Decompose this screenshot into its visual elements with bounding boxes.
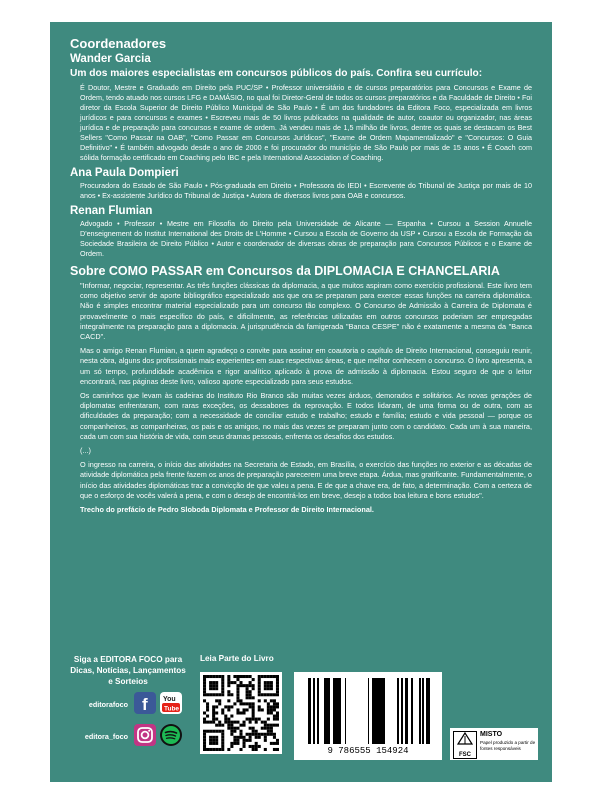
author-name-wander: Wander Garcia [70,53,151,65]
youtube-icon[interactable] [160,692,182,714]
author-lead: Um dos maiores especialistas em concursos públicos do país. Confira seu currículo: [70,68,483,79]
follow-text: Siga a EDITORA FOCO para Dicas, Notícias, Lançamentos e Sorteios [70,655,186,686]
fsc-logo-icon [453,731,477,759]
cover-content [70,36,532,515]
isbn-barcode [294,672,442,760]
svg-text:f: f [142,695,148,714]
sobre-heading: Sobre COMO PASSAR em Concursos da DIPLOMACIA E CHANCELARIA [70,264,500,278]
author-bio-renan: Advogado • Professor • Mestre em Filosofia do Direito pela Universidade de Alicante — Espanha • Cursou a Session Annuelle D'enseignement do Institut International des Droits de L'Homme • Cursou a Escola de Governo da USP • Cursou a Escola de Formação da Sociedade Brasileira de Direito Público • Autor e coordenador de diversas obras de preparação para Concursos Públicos e o Exame de Ordem. [80,219,532,258]
author-name-renan: Renan Flumian [70,205,153,217]
fsc-badge [450,728,538,760]
back-cover [50,22,552,782]
coordenadores-heading: Coordenadores [70,36,167,51]
preface-signature: Trecho do prefácio de Pedro Sloboda Diplomata e Professor de Direito Internacional. [80,505,374,515]
preface-ellipsis: (...) [80,446,91,456]
qr-code[interactable] [200,672,282,754]
isbn-number: 9 786555 154924 [327,746,409,756]
author-bio-ana: Procuradora do Estado de São Paulo • Pós-graduada em Direito • Professora do IEDI • Escrevente do Tribunal de Justiça por mais de 10 anos • Ex-assistente Jurídico do Tribunal de Justiça • Autora de diversos livros para OAB e concursos. [80,181,532,200]
social-handle-1[interactable]: editorafoco [88,700,128,709]
author-name-ana: Ana Paula Dompieri [70,167,179,179]
leia-parte-label: Leia Parte do Livro [200,654,274,663]
fsc-logo-text: FSC [459,752,471,758]
fsc-text: Papel produzido a partir de fontes responsáveis [480,740,536,751]
preface-paragraph: Os caminhos que levam às cadeiras do Instituto Rio Branco são muitas vezes árduos, demorados e solitários. As novas gerações de diplomatas enfrentaram, com raras exceções, os dessabores da reprovação. E todos lidaram, de uma forma ou de outra, com as dificuldades da preparação; com a necessidade de conciliar estudo e trabalho; estudo e família; estudo e vida pessoal — porque os companheiros, as companheiras, os pais e os amigos, no mais das vezes se preparam junto com o candidato. Cada um à sua maneira, cada um com sua história de vida, com seus dramas pessoais, enfrenta os desafios dos estudos. [80,391,532,441]
cover-footer [50,650,552,782]
preface-paragraph: "Informar, negociar, representar. As três funções clássicas da diplomacia, a que muitos aspiram como exercício profissional. Este livro tem como objetivo servir de aporte bibliográfico especializado aos que ora se preparam para exercer essas funções na carreira diplomática. Não é simples encontrar material especializado para um concurso tão complexo. O Concurso de Admissão à Carreira de Diplomata é provavelmente o mais específico do país, e dificilmente, as referências utilizadas em outros concursos poderiam ser empregadas integralmente na preparação para a diplomacia. A jurisprudência da famigerada "Banca CESPE" não é exatamente a mesma da "Banca CACD". [80,281,532,342]
svg-text:You: You [163,696,176,703]
svg-text:Tube: Tube [164,705,180,713]
spotify-icon[interactable] [160,724,182,746]
preface-paragraph: O ingresso na carreira, o início das atividades na Secretaria de Estado, em Brasília, o exercício das funções no exterior e as décadas de atividade diplomática pela frente fazem os anos de preparação parecerem uma breve etapa. Árdua, mas gratificante. Fundamentalmente, o início das atividades diplomáticas traz a convicção de que valeu a pena. E de que a chave era, de fato, a determinação. Com a certeza de que o esforço de vocês valerá a pena, e com o desejo de encontrá-los em breve, desejo a todos boa leitura e bons estudos". [80,460,532,500]
fsc-title: MISTO [480,731,503,738]
facebook-icon[interactable] [134,692,156,714]
author-bio-wander: É Doutor, Mestre e Graduado em Direito pela PUC/SP • Professor universitário e de cursos preparatórios para Concursos e Exame de Ordem, tendo atuado nos cursos LFG e DAMÁSIO, no qual foi Diretor-Geral de todos os cursos preparatórios e da Faculdade de Direito • Foi diretor da Escola Superior de Direito Público Municipal de São Paulo • É um dos fundadores da Editora Foco, especializada em livros jurídicos e para concursos e exames • Escreveu mais de 50 livros publicados na qualidade de autor, coautor ou organizador, nas áreas jurídica e de preparação para concursos e exame de ordem. Já vendeu mais de 1,5 milhão de livros, dentre os quais se destacam os Best Sellers "Como Passar na OAB", "Como Passar em Concursos Jurídicos", "Exame de Ordem Mapamentalizado" e "Concursos: O Guia Definitivo" • É também advogado desde o ano de 2000 e foi procurador do município de São Paulo por mais de 15 anos • É Coach com sólida formação certificado em Coaching pelo IBC e pela International Association of Coaching. [80,83,532,162]
social-handle-2[interactable]: editora_foco [84,732,128,741]
preface-paragraph: Mas o amigo Renan Flumian, a quem agradeço o convite para assinar em coautoria o capítulo de Direito Internacional, conseguiu reunir, nesta obra, alguns dos profissionais mais experientes em suas respectivas áreas, e que melhor conhecem o concurso. O livro apresenta, a um só tempo, profundidade acadêmica e rigor analítico aplicado à prova de admissão à diplomacia. Estou seguro de que o leitor encontrará, nas páginas deste livro, valioso aporte especializado para seus estudos. [80,346,532,386]
instagram-icon[interactable] [134,724,156,746]
